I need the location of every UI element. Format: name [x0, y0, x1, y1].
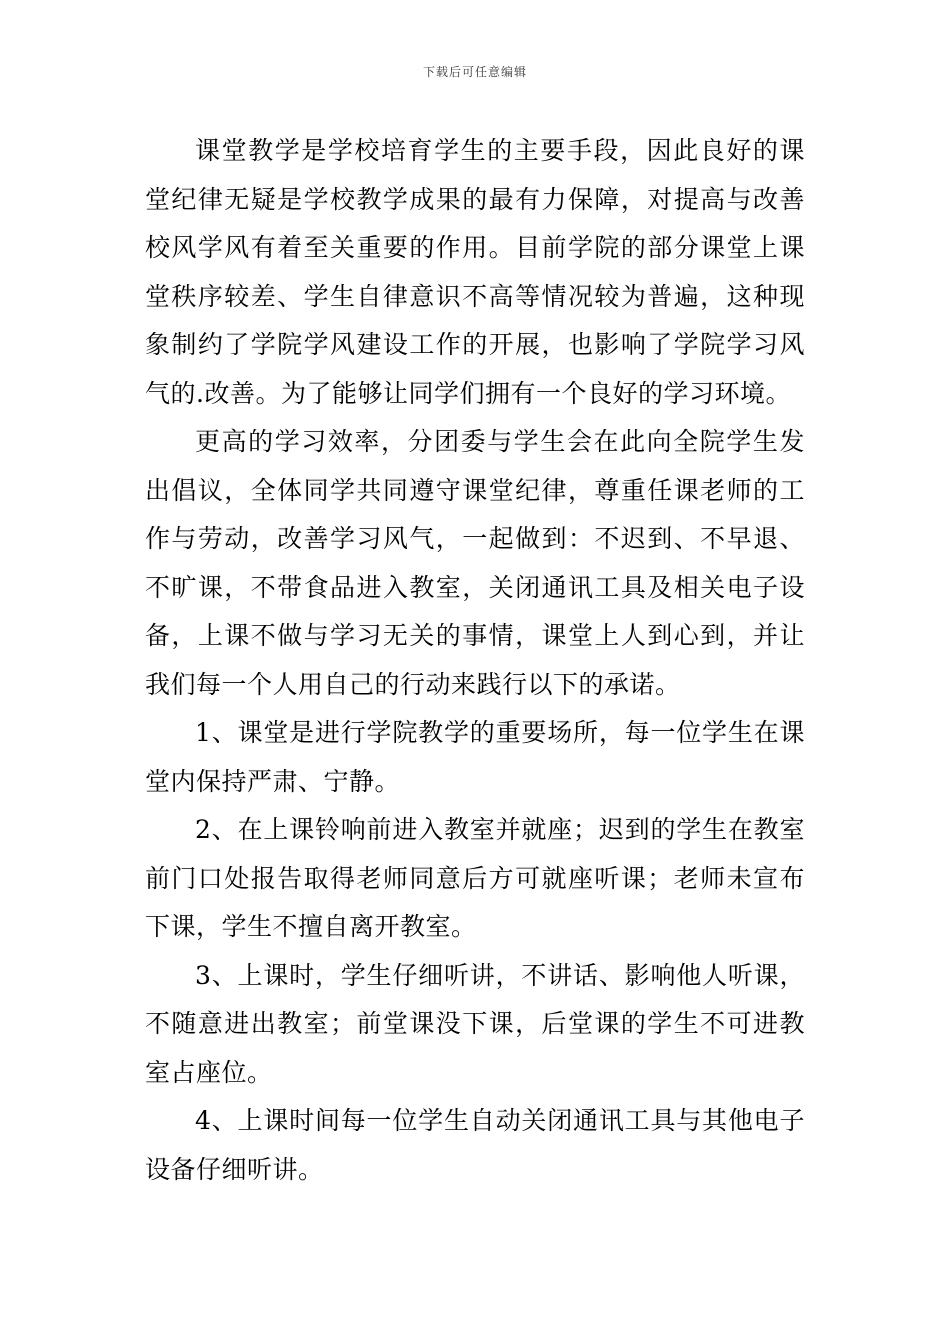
- paragraph-rule-3: 3、上课时，学生仔细听讲，不讲话、影响他人听课，不随意进出教室；前堂课没下课，后堂课的学生不可进教室占座位。: [145, 960, 805, 1087]
- paragraph-initiative: 更高的学习效率，分团委与学生会在此向全院学生发出倡议，全体同学共同遵守课堂纪律，尊重任课老师的工作与劳动，改善学习风气，一起做到：不迟到、不早退、不旷课，不带食品进入教室，关闭通讯工具及相关电子设备，上课不做与学习无关的事情，课堂上人到心到，并让我们每一个人用自己的行动来践行以下的承诺。: [145, 427, 805, 699]
- paragraph-rule-1: 1、课堂是进行学院教学的重要场所，每一位学生在课堂内保持严肃、宁静。: [145, 718, 805, 796]
- paragraph-intro: 课堂教学是学校培育学生的主要手段，因此良好的课堂纪律无疑是学校教学成果的最有力保障，对提高与改善校风学风有着至关重要的作用。目前学院的部分课堂上课堂秩序较差、学生自律意识不高等情况较为普遍，这种现象制约了学院学风建设工作的开展，也影响了学院学习风气的.改善。为了能够让同学们拥有一个良好的学习环境。: [145, 136, 805, 408]
- header-note: 下载后可任意编辑: [422, 65, 527, 79]
- document-body: [145, 127, 805, 1194]
- paragraph-rule-4: 4、上课时间每一位学生自动关闭通讯工具与其他电子设备仔细听讲。: [145, 1106, 805, 1184]
- paragraph-rule-2: 2、在上课铃响前进入教室并就座；迟到的学生在教室前门口处报告取得老师同意后方可就座听课；老师未宣布下课，学生不擅自离开教室。: [145, 815, 805, 941]
